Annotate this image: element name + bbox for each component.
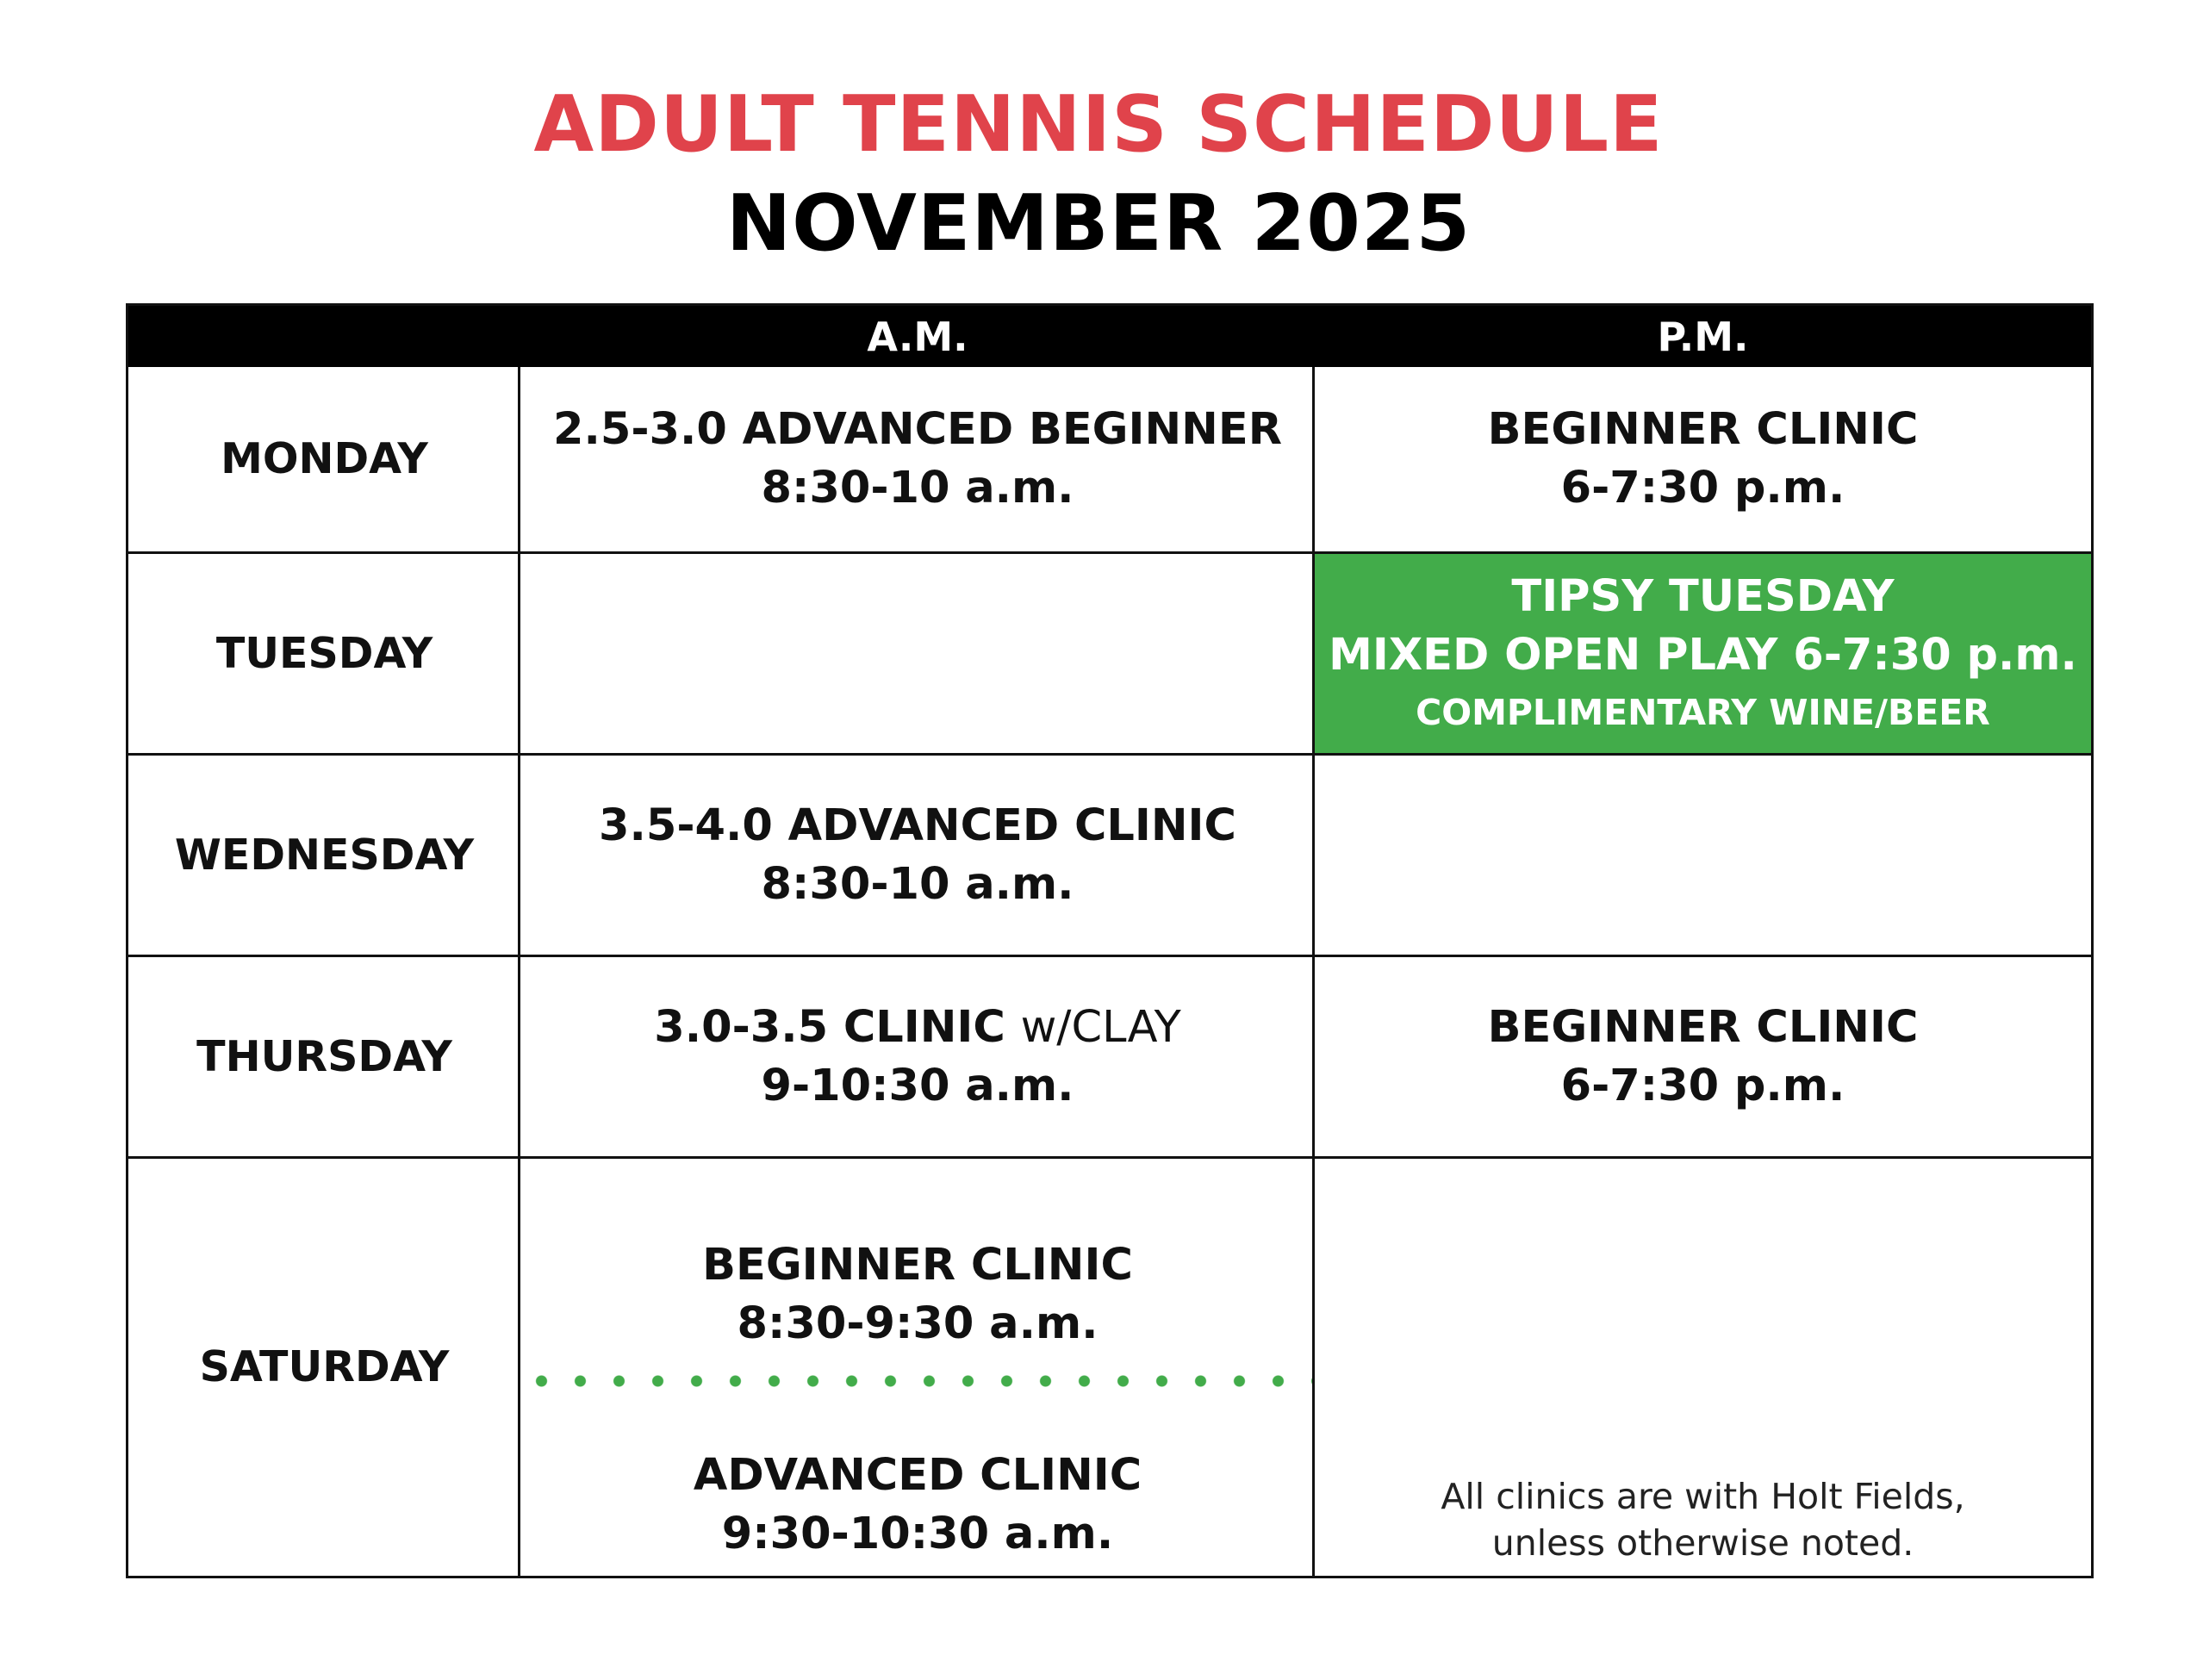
row-wednesday-am — [520, 756, 1315, 955]
footnote-line: unless otherwise noted. — [1491, 1522, 1914, 1564]
session-name: ADVANCED CLINIC — [693, 1450, 1142, 1501]
row-monday-day — [128, 367, 520, 551]
row-thursday-am — [520, 957, 1315, 1156]
header-day-column — [128, 306, 520, 367]
row-divider — [128, 1156, 2091, 1159]
session-name: BEGINNER CLINIC — [1487, 1001, 1919, 1053]
column-divider — [518, 367, 520, 1576]
page-subtitle: NOVEMBER 2025 — [725, 178, 1472, 269]
schedule-table — [126, 303, 2094, 1578]
day-label: TUESDAY — [215, 628, 433, 678]
event-detail: MIXED OPEN PLAY 6-7:30 p.m. — [1329, 629, 2077, 681]
session-name: 3.5-4.0 ADVANCED CLINIC — [599, 800, 1236, 851]
session-time: 8:30-10 a.m. — [761, 463, 1074, 513]
session-time: 6-7:30 p.m. — [1560, 1060, 1845, 1111]
row-saturday-day — [128, 1159, 520, 1576]
event-note: COMPLIMENTARY WINE/BEER — [1416, 691, 1990, 733]
row-saturday-am-second — [520, 1393, 1315, 1576]
row-saturday-am-first — [520, 1159, 1315, 1362]
header-am: A.M. — [520, 306, 1315, 367]
session-time: 8:30-9:30 a.m. — [737, 1298, 1098, 1349]
row-wednesday-pm — [1315, 756, 2091, 955]
day-label: MONDAY — [221, 434, 428, 483]
session-time: 8:30-10 a.m. — [761, 858, 1074, 910]
day-label: SATURDAY — [199, 1342, 450, 1391]
row-wednesday-day — [128, 756, 520, 955]
row-thursday-day — [128, 957, 520, 1156]
session-name: BEGINNER CLINIC — [1487, 404, 1919, 455]
session-name-bold: 3.0-3.5 CLINIC — [654, 1001, 1005, 1053]
session-name: 2.5-3.0 ADVANCED BEGINNER — [553, 404, 1282, 455]
footnote-line: All clinics are with Holt Fields, — [1441, 1476, 1965, 1517]
session-time: 9:30-10:30 a.m. — [721, 1509, 1114, 1559]
footnote — [1315, 1473, 2091, 1566]
session-time: 6-7:30 p.m. — [1560, 463, 1845, 513]
session-name: BEGINNER CLINIC — [702, 1240, 1133, 1291]
dotted-divider — [520, 1375, 1315, 1387]
row-tuesday-day — [128, 554, 520, 753]
row-divider — [128, 955, 2091, 957]
row-tuesday-pm-highlight — [1315, 554, 2091, 753]
row-divider — [128, 551, 2091, 554]
day-label: WEDNESDAY — [174, 830, 475, 880]
row-divider — [128, 753, 2091, 756]
session-name-qualifier: w/CLAY — [1020, 1001, 1181, 1053]
event-title: TIPSY TUESDAY — [1511, 570, 1895, 622]
session-time: 9-10:30 a.m. — [761, 1060, 1074, 1111]
row-thursday-pm — [1315, 957, 2091, 1156]
row-monday-am — [520, 367, 1315, 551]
session-name — [654, 999, 1181, 1057]
day-label: THURSDAY — [196, 1031, 452, 1081]
column-divider — [1312, 367, 1315, 1576]
row-monday-pm — [1315, 367, 2091, 551]
header-pm: P.M. — [1315, 306, 2091, 367]
row-tuesday-am — [520, 554, 1315, 753]
page-title: ADULT TENNIS SCHEDULE — [533, 79, 1664, 170]
